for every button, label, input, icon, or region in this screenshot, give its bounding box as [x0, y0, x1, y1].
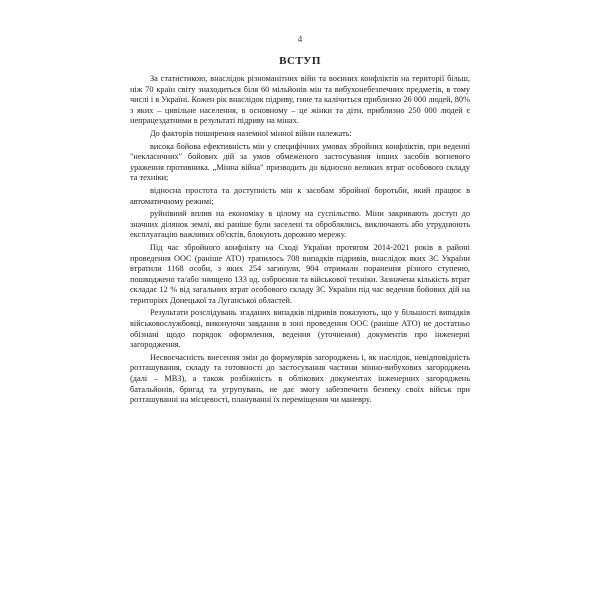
paragraph-investigation-results: Результати розслідувань згаданих випадків підривів показують, що у більшості випадків військовослужбовці, виконуючи завдання в зоні проведення ООС (раніше АТО) не достатньо обізнані щодо порядок оформлення, ведення (уточнення) документів про інженерні загородження.: [130, 308, 470, 350]
paragraph-factor-efficiency: висока бойова ефективність мін у специфічних умовах збройних конфліктів, при веденні "некласичних" бойових дій за умов обмеженого застосування інших засобів вогневого ураження противника. „Мінна війна" призводить до відносно великих втрат особового складу та техніки;: [130, 141, 470, 183]
paragraph-untimely-changes: Несвоєчасність внесення змін до формулярів загороджень і, як наслідок, невідповідність розташування, складу та готовності до застосування частини мінно-вибухових загороджень (далі – МВЗ), а також розбіжність в облікових документах інженерних загороджень батальйонів, бригад та угрупувань, не дає змогу забезпечити безпеку своїх військ при розташуванні на місцевості, плануванні їх переміщення чи маневру.: [130, 352, 470, 405]
page-title: ВСТУП: [279, 55, 321, 67]
document-body: [130, 74, 470, 408]
paragraph-conflict-east: Під час збройного конфлікту на Сході України протягом 2014-2021 років в районі проведення ООС (раніше АТО) трапилось 708 випадків підривів, внаслідок яких ЗС України втратили 1168 особи, з яких 254 загинули, 904 отримали поранення різного ступеню, пошкоджено та/або знищено 133 од. озброєння та військової техніки. Зазначена кількість втрат складає 12 % від загальних втрат особового складу ЗС України під час ведення бойових дій на територіях Донецької та Луганської областей.: [130, 242, 470, 305]
page-number: 4: [297, 34, 303, 44]
paragraph-factor-economy: руйнівний вплив на економіку в цілому на суспільство. Міни закривають доступ до значних ділянок землі, які раніше були заселені та оброблялись, виключають або утруднюють експлуатацію важливих об'єктів, блокують дорожню мережу.: [130, 209, 470, 240]
paragraph-factors-intro: До факторів поширення наземної мінної війни належать:: [150, 128, 352, 138]
paragraph-factor-simplicity: відносна простота та доступність мін к засобам збройної боротьби, який працює в автоматичному режимі;: [130, 185, 470, 206]
paragraph-statistics: За статистикою, внаслідок різноманітних війн та воєнних конфліктів на території більш, ніж 70 країн світу знаходиться біля 60 мільйонів мін та вибухонебезпечних предметів, в тому числі і в Україні. Кожен рік внаслідок підриву, гине та калічиться приблизно 26 000 людей, 80% з яких – цивільне населення, в основному – це жінки та діти, приблизно 250 000 людей є непрацездатними в результаті підриву на мінах.: [130, 74, 470, 126]
